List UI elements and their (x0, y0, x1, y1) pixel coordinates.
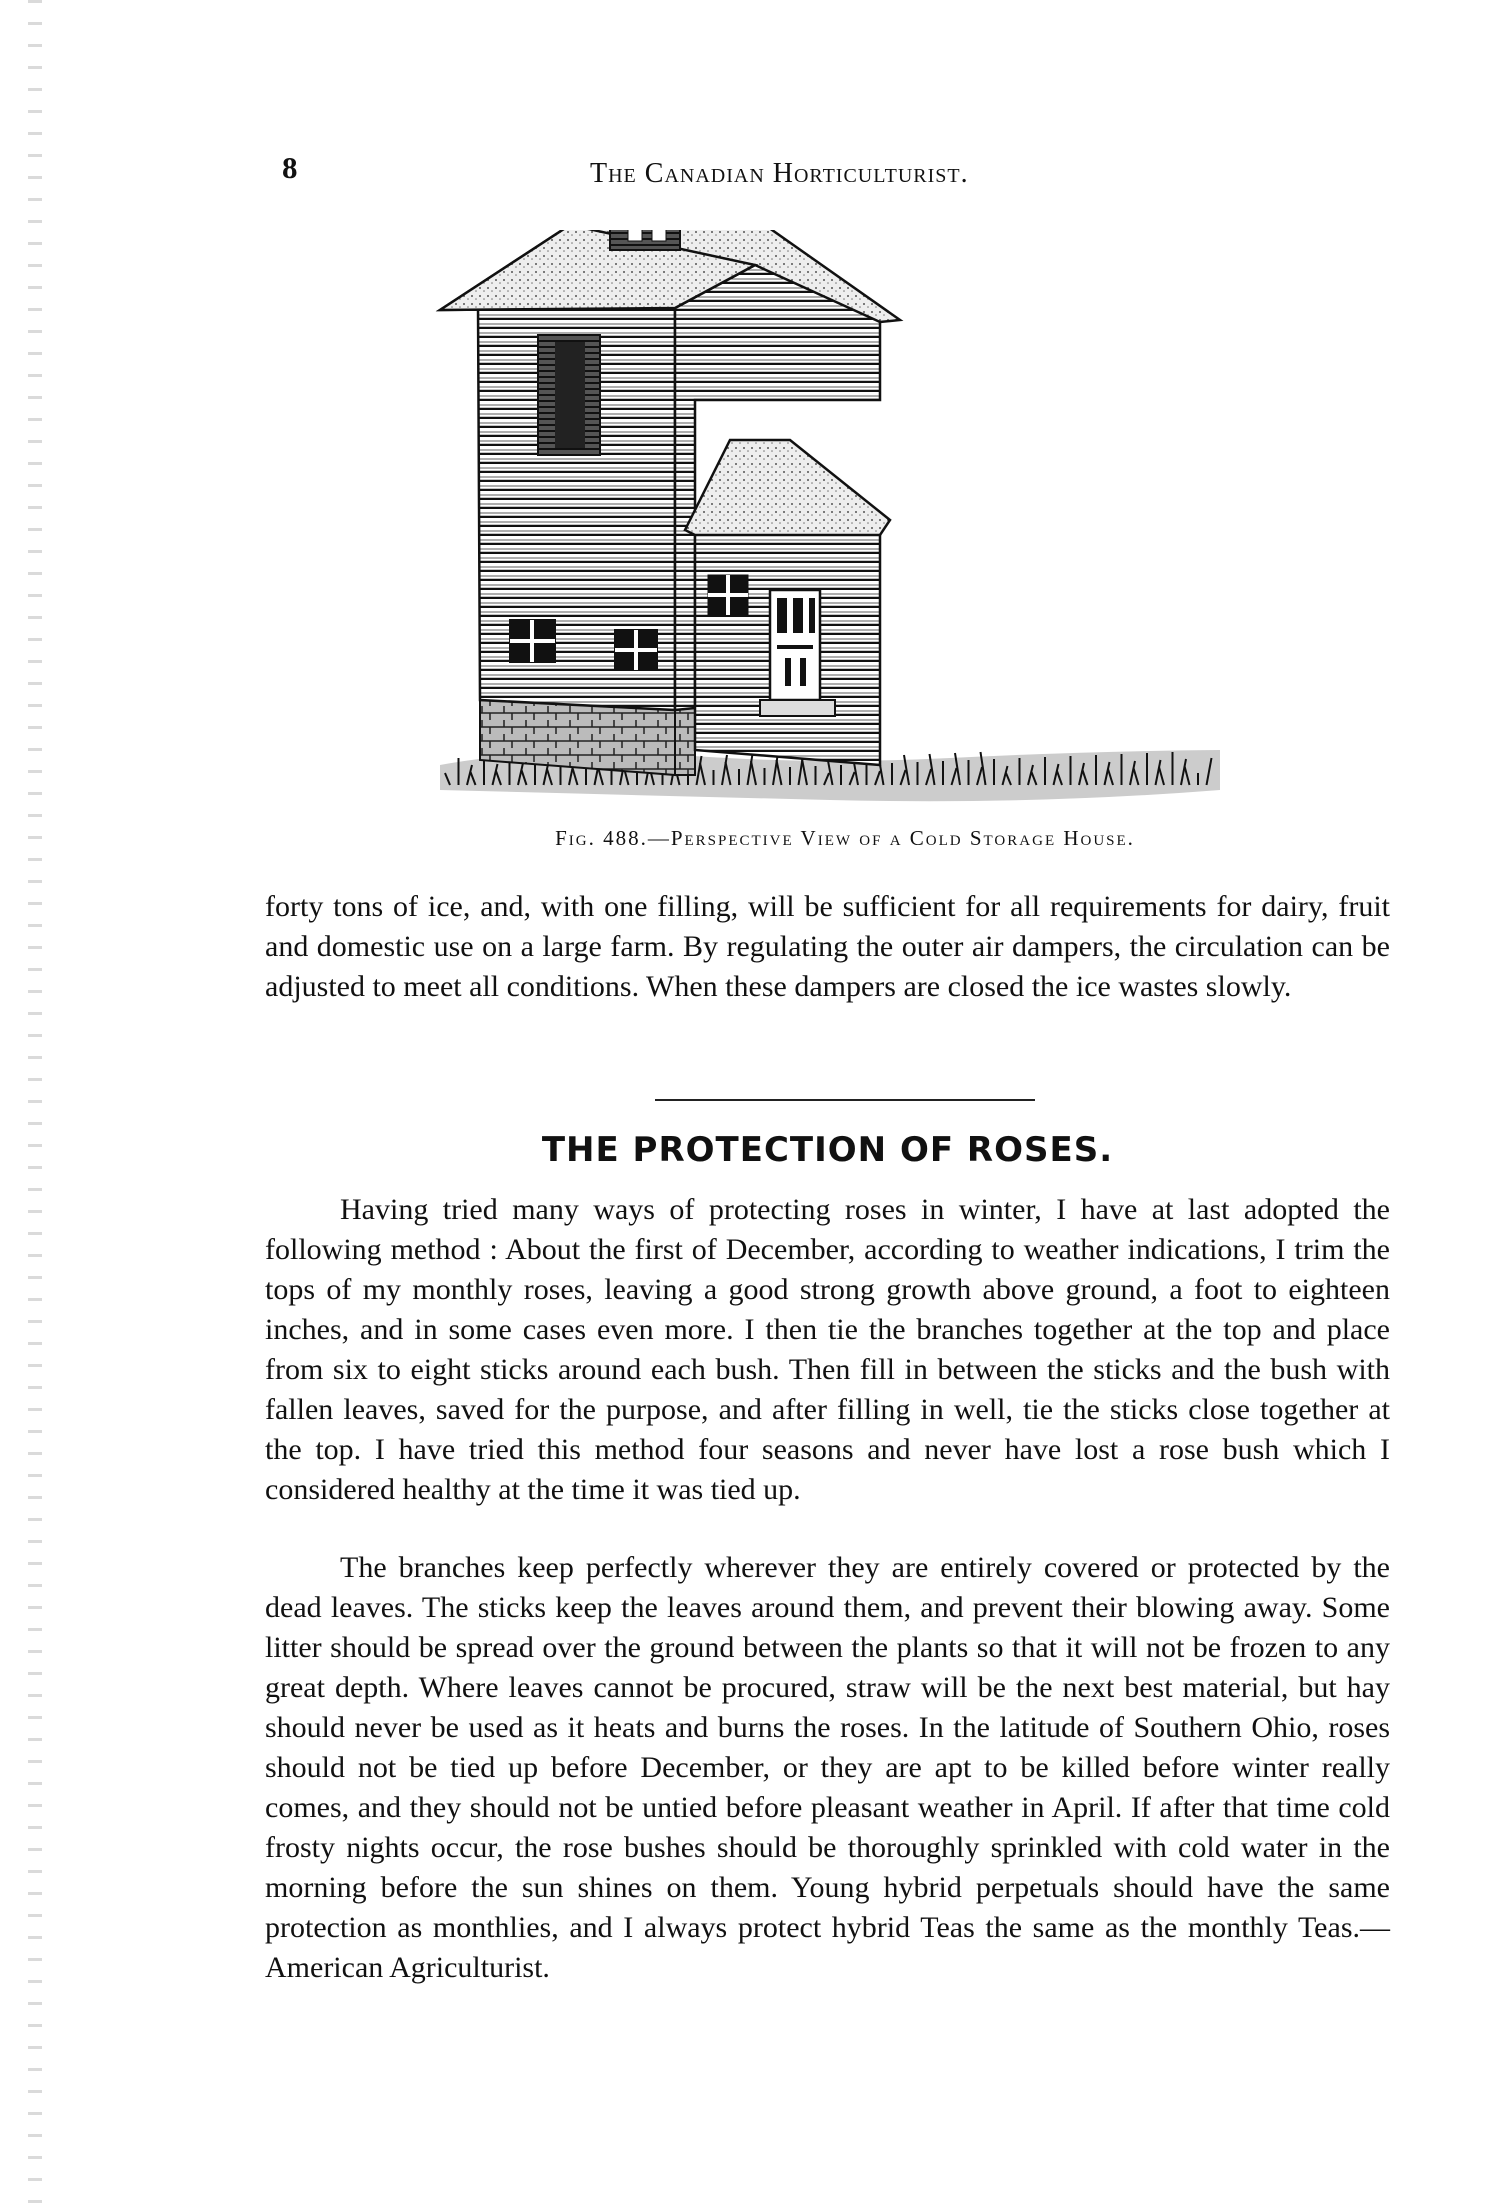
section-divider (655, 1099, 1035, 1101)
cold-storage-house-illustration (430, 230, 1230, 820)
running-title: The Canadian Horticulturist. (590, 158, 969, 189)
article-title: THE PROTECTION OF ROSES. (541, 1130, 1114, 1170)
article-paragraph-1: Having tried many ways of protecting roses in winter, I have at last adopted the following method : About the first of December, according to weather indications, I trim the tops of my monthly roses, leaving a good strong growth above ground, a foot to eighteen inches, and in some cases even more. I then tie the branches together at the top and place from six to eight sticks around each bush. Then fill in between the sticks and the bush with fallen leaves, saved for the purpose, and after filling in well, tie the sticks close together at the top. I have tried this method four seasons and never have lost a rose bush which I considered healthy at the time it was tied up. (265, 1193, 1390, 1506)
article-paragraph-2: The branches keep perfectly wherever they are entirely covered or protected by the dead leaves. The sticks keep the leaves around them, and prevent their blowing away. Some litter should be spread over the ground between the plants so that it will not be frozen to any great depth. Where leaves cannot be procured, straw will be the next best material, but hay should never be used as it heats and burns the roses. In the latitude of Southern Ohio, roses should not be tied up before December, or they are apt to be killed before winter really comes, and they should not be untied before pleasant weather in April. If after that time cold frosty nights occur, the rose bushes should be thoroughly sprinkled with cold water in the morning before the sun shines on them. Young hybrid perpetuals should have the same protection as monthlies, and I always protect hybrid Teas the same as the monthly Teas.—American Agriculturist. (265, 1551, 1390, 1984)
page-number: 8 (282, 150, 298, 185)
figure-caption: Fig. 488.—Perspective View of a Cold Storage House. (555, 826, 1135, 850)
intro-paragraph: forty tons of ice, and, with one filling, will be sufficient for all requirements for dairy, fruit and domestic use on a large farm. By regulating the outer air dampers, the circulation can be adjusted to meet all conditions. When these dampers are closed the ice wastes slowly. (265, 890, 1390, 1003)
scan-margin-artifact (28, 0, 42, 2205)
